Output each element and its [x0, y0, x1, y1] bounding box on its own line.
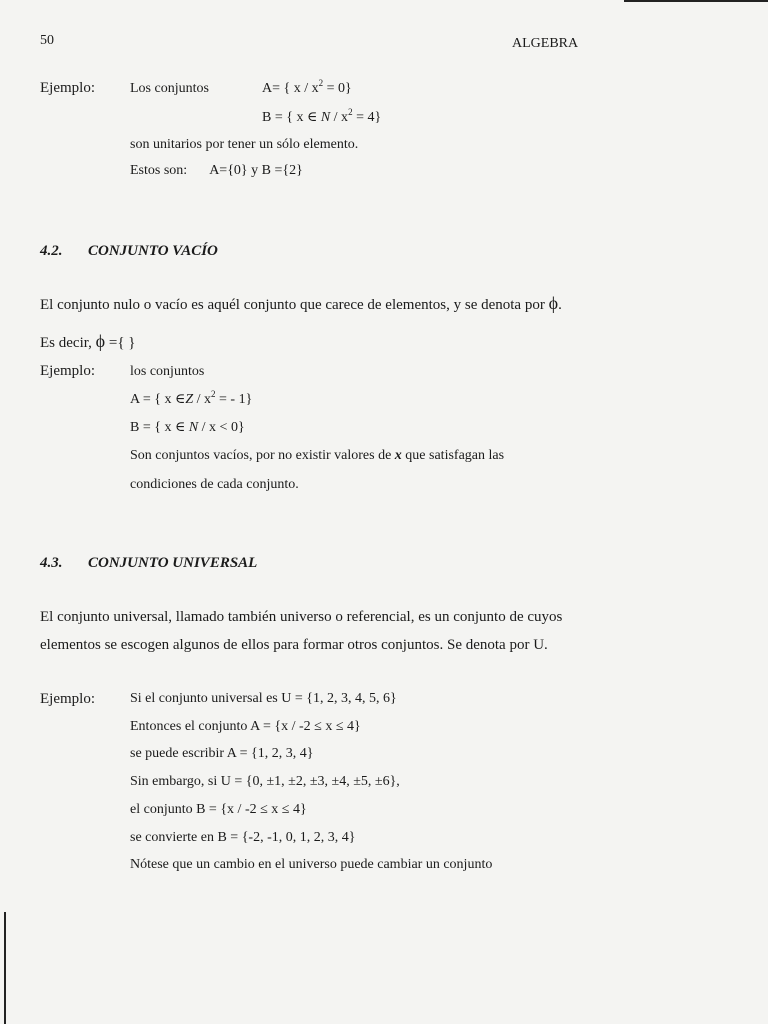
page-number: 50	[40, 33, 54, 48]
set-b-unitario: B = { x ∈ $N / x^2 = 4$}	[262, 107, 382, 125]
universal-example-line: Entonces el conjunto A = {x / -2 ≤ x ≤ 4}	[130, 719, 361, 734]
running-title: ALGEBRA	[512, 36, 579, 51]
set-a-vacio: A = { x ∈Z / $x^2$ = - 1}	[130, 389, 253, 407]
unitario-result: Estos son: A={0} y B ={2}	[130, 163, 303, 178]
example-label: Ejemplo:	[40, 363, 95, 379]
set-a-unitario: A= { $x / x^2 = 0$}	[262, 78, 352, 96]
universal-example-line: se puede escribir A = {1, 2, 3, 4}	[130, 746, 314, 761]
section-title-vacio: CONJUNTO VACÍO	[88, 243, 218, 259]
universal-definition-line1: El conjunto universal, llamado también universo o referencial, es un conjunto de cuyos	[40, 609, 563, 625]
vacio-paragraph-line2: condiciones de cada conjunto.	[130, 477, 299, 492]
universal-example-line: Sin embargo, si U = {0, ±1, ±2, ±3, ±4, ±5, ±6},	[130, 774, 400, 789]
universal-example-line: Si el conjunto universal es U = {1, 2, 3, 4, 5, 6}	[130, 691, 397, 706]
unitario-explanation: son unitarios por tener un sólo elemento.	[130, 137, 359, 152]
universal-definition-line2: elementos se escogen algunos de ellos para formar otros conjuntos. Se denota por U.	[40, 637, 548, 653]
scan-edge-top	[624, 0, 768, 2]
vacio-example-intro: los conjuntos	[130, 364, 205, 379]
vacio-es-decir: Es decir, ϕ ={ }	[40, 331, 136, 351]
universal-example-line: el conjunto B = {x / -2 ≤ x ≤ 4}	[130, 802, 307, 817]
vacio-definition: El conjunto nulo o vacío es aquél conjunto que carece de elementos, y se denota por ϕ.	[40, 293, 562, 313]
set-b-vacio: B = { x ∈ N / x < 0}	[130, 420, 245, 435]
universal-example-line: Nótese que un cambio en el universo puede cambiar un conjunto	[130, 857, 493, 872]
example-intro: Los conjuntos	[130, 81, 209, 96]
example-label: Ejemplo:	[40, 80, 95, 96]
section-title-universal: CONJUNTO UNIVERSAL	[88, 555, 258, 571]
example-label: Ejemplo:	[40, 691, 95, 707]
section-number-4-2: 4.2.	[40, 243, 63, 259]
vacio-paragraph-line1: Son conjuntos vacíos, por no existir valores de x que satisfagan las	[130, 448, 505, 463]
section-number-4-3: 4.3.	[40, 555, 63, 571]
universal-example-line: se convierte en B = {-2, -1, 0, 1, 2, 3, 4}	[130, 830, 356, 845]
scan-edge-left	[4, 912, 6, 1024]
